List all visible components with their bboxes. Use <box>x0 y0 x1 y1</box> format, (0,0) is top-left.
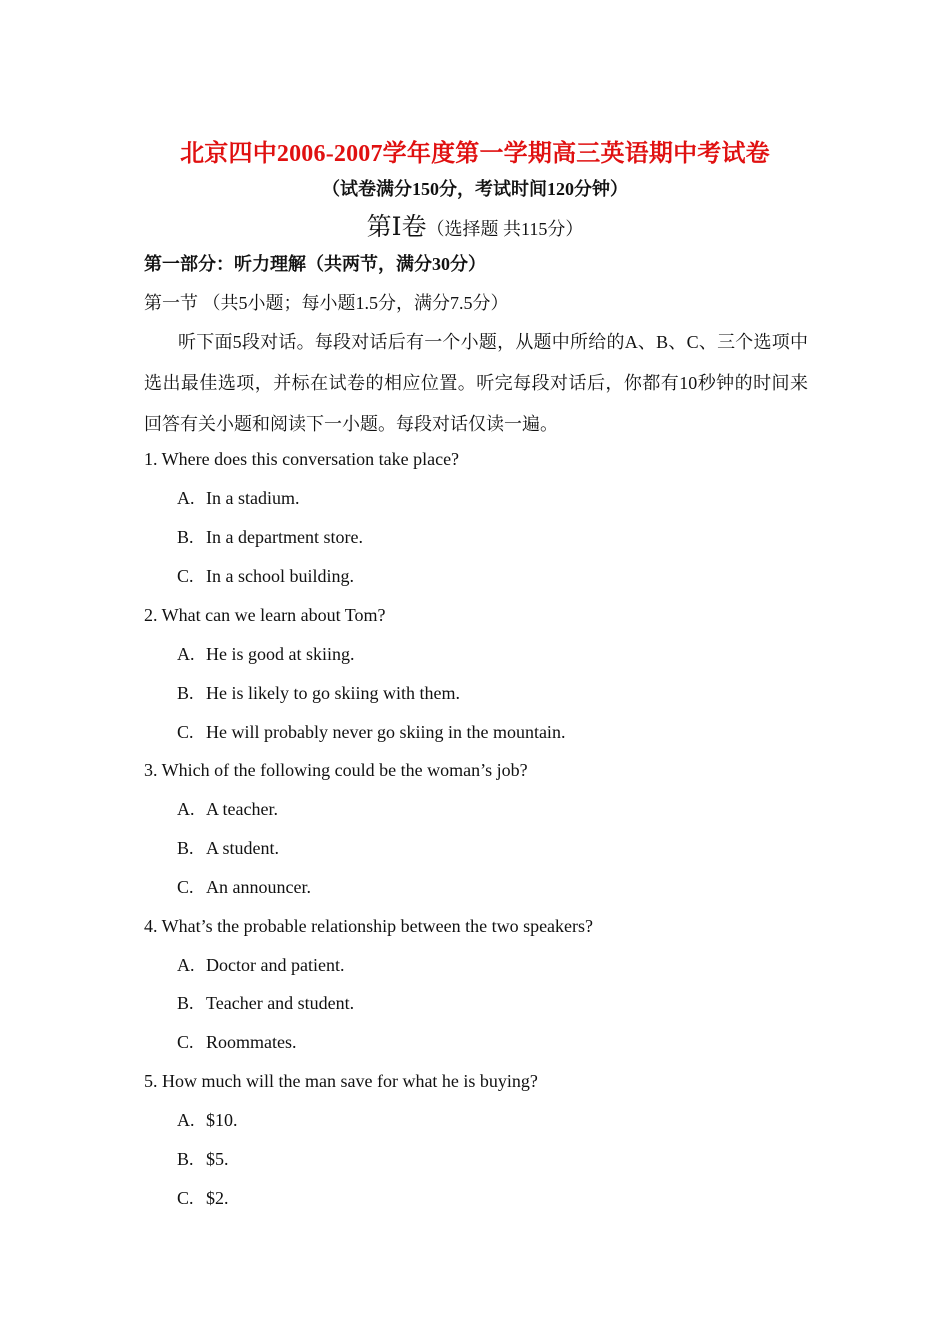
option-text: $10. <box>206 1110 238 1130</box>
option-text: $2. <box>206 1188 229 1208</box>
question-1-option-b <box>177 527 363 548</box>
question-3: 3. Which of the following could be the woman’s job? <box>144 760 528 780</box>
option-letter: C. <box>177 877 194 897</box>
option-text: In a school building. <box>206 566 354 586</box>
question-5: 5. How much will the man save for what he is buying? <box>144 1071 538 1091</box>
option-text: He is likely to go skiing with them. <box>206 683 460 703</box>
question-2: 2. What can we learn about Tom? <box>144 605 386 625</box>
option-letter: A. <box>177 488 195 508</box>
instructions-paragraph: 听下面5段对话。每段对话后有一个小题，从题中所给的A、B、C、三个选项中选出最佳选项，并标在试卷的相应位置。听完每段对话后，你都有10秒钟的时间来回答有关小题和阅读下一小题。每段对话仅读一遍。 <box>144 332 808 434</box>
question-5-option-c <box>177 1188 229 1209</box>
question-1-option-c <box>177 566 354 587</box>
volume-heading <box>0 207 950 243</box>
question-2-option-b <box>177 683 460 704</box>
question-3-option-c <box>177 877 311 898</box>
option-text: In a department store. <box>206 527 363 547</box>
option-text: Teacher and student. <box>206 993 355 1013</box>
option-text: Roommates. <box>206 1032 297 1052</box>
option-letter: C. <box>177 1188 194 1208</box>
option-text: $5. <box>206 1149 229 1169</box>
question-2-option-c <box>177 722 565 743</box>
option-letter: C. <box>177 722 194 742</box>
question-4: 4. What’s the probable relationship between the two speakers? <box>144 916 594 936</box>
option-letter: B. <box>177 683 194 703</box>
section-one-heading: 第一节 （共5小题；每小题1.5分，满分7.5分） <box>144 293 509 313</box>
exam-subtitle: （试卷满分150分，考试时间120分钟） <box>322 179 628 199</box>
question-4-option-c <box>177 1032 297 1053</box>
question-1: 1. Where does this conversation take place? <box>144 449 460 469</box>
option-text: A teacher. <box>206 799 278 819</box>
option-letter: A. <box>177 955 195 975</box>
option-letter: B. <box>177 993 194 1013</box>
option-letter: A. <box>177 1110 195 1130</box>
question-3-option-b <box>177 838 279 859</box>
option-letter: A. <box>177 799 195 819</box>
option-letter: B. <box>177 838 194 858</box>
option-text: A student. <box>206 838 280 858</box>
option-letter: B. <box>177 1149 194 1169</box>
option-letter: C. <box>177 566 194 586</box>
question-1-option-a <box>177 488 299 509</box>
option-text: In a stadium. <box>206 488 300 508</box>
question-4-option-b <box>177 993 354 1014</box>
volume-note: （选择题 共115分） <box>426 219 584 239</box>
question-5-option-b <box>177 1149 229 1170</box>
option-text: An announcer. <box>206 877 311 897</box>
option-text: Doctor and patient. <box>206 955 345 975</box>
option-text: He is good at skiing. <box>206 644 355 664</box>
question-5-option-a <box>177 1110 238 1131</box>
question-4-option-a <box>177 955 344 976</box>
option-letter: B. <box>177 527 194 547</box>
question-2-option-a <box>177 644 355 665</box>
option-letter: A. <box>177 644 195 664</box>
part-one-heading: 第一部分：听力理解（共两节，满分30分） <box>144 254 486 274</box>
page-title: 北京四中2006-2007学年度第一学期高三英语期中考试卷 <box>180 141 770 167</box>
volume-label: 第Ⅰ卷 <box>366 214 427 241</box>
question-3-option-a <box>177 799 278 820</box>
option-letter: C. <box>177 1032 194 1052</box>
option-text: He will probably never go skiing in the mountain. <box>206 722 566 742</box>
